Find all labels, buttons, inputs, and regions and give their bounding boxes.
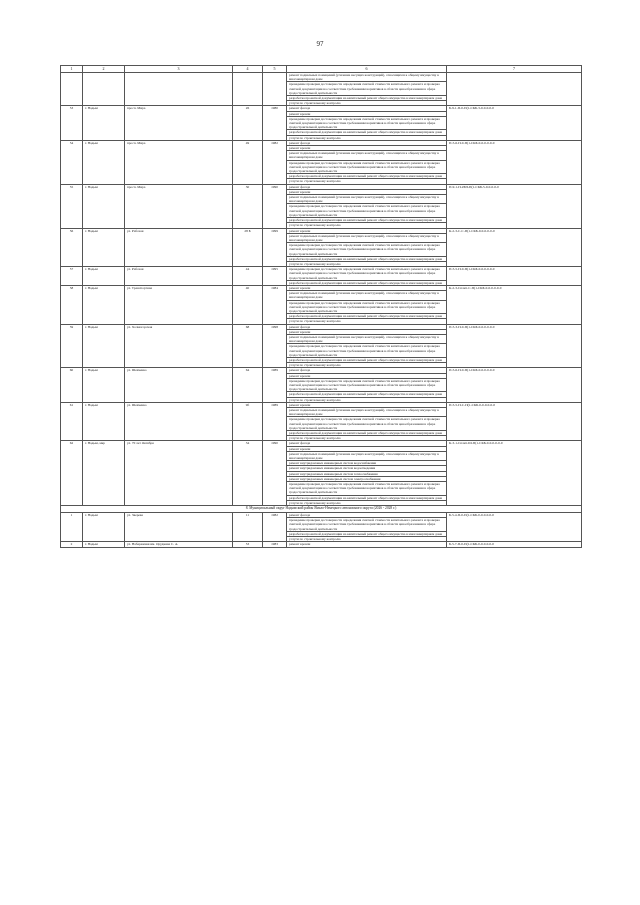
cell-street: ул. Набережная им. Оруджева С. А.: [125, 542, 233, 547]
cell-code: Б-9-1-П-0-П(1-СКБ-3-0-0-0-0-0: [447, 106, 582, 140]
cell-work: ремонт кровли: [287, 228, 447, 233]
cell-work: ремонт кровли: [287, 285, 447, 290]
cell-year: 1989: [263, 368, 287, 402]
section-row: [61, 506, 582, 513]
cell-code: П-9-1-П-2БП-П(1-СКБ-5-0-0-0-0-0: [447, 184, 582, 228]
cell-work: проведение проверки достоверности определения сметной стоимости капитального ремонта и проверка сметной документации на соответствие требованиям нормативов в области ценообразования в сфере градостроительной деятельности: [287, 160, 447, 174]
cell-work: проведение проверки достоверности определения сметной стоимости капитального ремонта и проверка сметной документации на соответствие требованиям нормативов в области ценообразования в сфере градостроительной деятельности: [287, 116, 447, 130]
cell-house: 9б: [233, 402, 263, 441]
cell-num: 62: [61, 441, 83, 506]
cell-code: П-5-6-П-0-П(1-СКБ-0-0-0-0-0-0: [447, 368, 582, 402]
cell-work: ремонт кровли: [287, 189, 447, 194]
cell-year: 1990: [263, 441, 287, 506]
cell-work: ремонт фасада: [287, 513, 447, 518]
cell-city: [83, 73, 125, 106]
cell-work: разработка проектной документации на капитальный ремонт общего имущества в многоквартирном доме: [287, 256, 447, 261]
cell-work: разработка проектной документации на капитальный ремонт общего имущества в многоквартирном доме: [287, 280, 447, 285]
cell-street: ул. Рабочая: [125, 228, 233, 267]
cell-work: разработка проектной документации на капитальный ремонт общего имущества в многоквартирном доме: [287, 130, 447, 135]
cell-work: проведение проверки достоверности определения сметной стоимости капитального ремонта и проверка сметной документации на соответствие требованиям нормативов в области ценообразования в сфере градостроительной деятельности: [287, 267, 447, 281]
cell-code: П-5-5-П-0-П(1-СКБ-0-0-0-0-0-0: [447, 267, 582, 286]
cell-work: ремонт подвальных помещений (усиление несущих конструкций), относящихся к общему имуществу в многоквартирном доме: [287, 195, 447, 204]
cell-city: г. Надым: [83, 402, 125, 441]
section-title: 8. Муниципальный округ Надымский район Ямало-Ненецкого автономного округа (2026 - 2028 г.): [61, 506, 582, 513]
cell-work: ремонт внутридомовых инженерных систем электроснабжения: [287, 476, 447, 481]
cell-work: ремонт фасада: [287, 324, 447, 329]
cell-work: услуги по строительному контролю: [287, 537, 447, 542]
cell-city: г. Надым: [83, 267, 125, 286]
cell-work: ремонт кровли: [287, 329, 447, 334]
cell-year: 1984: [263, 285, 287, 324]
cell-num: 56: [61, 228, 83, 267]
cell-work: ремонт фасада: [287, 140, 447, 145]
cell-work: разработка проектной документации на капитальный ремонт общего имущества в многоквартирном доме: [287, 174, 447, 179]
cell-house: 53: [233, 542, 263, 547]
cell-num: 1: [61, 513, 83, 542]
cell-work: услуги по строительному контролю: [287, 135, 447, 140]
cell-year: 1982: [263, 513, 287, 542]
cell-house: 64: [233, 368, 263, 402]
cell-house: 30: [233, 184, 263, 228]
cell-code: [447, 73, 582, 106]
cell-work: ремонт фасада: [287, 184, 447, 189]
cell-work: ремонт кровли: [287, 542, 447, 547]
cell-work: проведение проверки достоверности определения сметной стоимости капитального ремонта и проверка сметной документации на соответствие требованиям нормативов в области ценообразования в сфере градостроительной деятельности: [287, 482, 447, 496]
cell-year: 1983: [263, 542, 287, 547]
cell-street: [125, 73, 233, 106]
cell-work: ремонт фасада: [287, 106, 447, 111]
cell-num: 61: [61, 402, 83, 441]
cell-work: ремонт кровли: [287, 146, 447, 151]
cell-code: К-2-3-Сплит-С-П(1-СКБ-0-0-0-0-0-0: [447, 285, 582, 324]
cell-year: 1989: [263, 402, 287, 441]
table-row: [61, 73, 582, 82]
cell-city: г. Надым: [83, 106, 125, 140]
cell-year: 1980: [263, 106, 287, 140]
cell-code: Б-5-4-П-0-П(1-СКБ-0-0-0-0-0-0: [447, 513, 582, 542]
cell-num: 53: [61, 106, 83, 140]
cell-street: ул. Транспортная: [125, 285, 233, 324]
cell-house: 49: [233, 140, 263, 184]
cell-work: проведение проверки достоверности определения сметной стоимости капитального ремонта и проверка сметной документации на соответствие требованиям нормативов в области ценообразования в сфере градостроительной деятельности: [287, 300, 447, 314]
cell-street: ул. Холмогорская: [125, 324, 233, 368]
header-cell: 6: [287, 66, 447, 73]
cell-work: ремонт внутридомовых инженерных систем водоотведения: [287, 466, 447, 471]
cell-house: 34: [233, 441, 263, 506]
cell-house: 44: [233, 267, 263, 286]
repair-table: [60, 65, 582, 548]
cell-work: ремонт кровли: [287, 111, 447, 116]
cell-work: услуги по строительному контролю: [287, 319, 447, 324]
cell-work: проведение проверки достоверности определения сметной стоимости капитального ремонта и проверка сметной документации на соответствие требованиям нормативов в области ценообразования в сфере градостроительной деятельности: [287, 204, 447, 218]
cell-num: 58: [61, 285, 83, 324]
cell-work: разработка проектной документации на капитальный ремонт общего имущества в многоквартирном доме: [287, 431, 447, 436]
cell-street: ул. 70 лет Октября: [125, 441, 233, 506]
cell-work: проведение проверки достоверности определения сметной стоимости капитального ремонта и проверка сметной документации на соответствие требованиям нормативов в области ценообразования в сфере градостроительной деятельности: [287, 344, 447, 358]
cell-work: ремонт кровли: [287, 402, 447, 407]
cell-street: просп. Мира: [125, 140, 233, 184]
cell-work: ремонт фасада: [287, 441, 447, 446]
cell-year: 1995: [263, 267, 287, 286]
page-number: 97: [316, 40, 324, 48]
cell-code: П-5-6-П-0-П(1-СКБ-0-0-0-0-0-0: [447, 140, 582, 184]
cell-work: ремонт подвальных помещений (усиление несущих конструкций), относящихся к общему имуществу в многоквартирном доме: [287, 334, 447, 343]
cell-year: 1982: [263, 140, 287, 184]
cell-work: ремонт кровли: [287, 446, 447, 451]
cell-work: проведение проверки достоверности определения сметной стоимости капитального ремонта и проверка сметной документации на соответствие требованиям нормативов в области ценообразования в сфере градостроительной деятельности: [287, 82, 447, 96]
cell-city: г. Надым: [83, 368, 125, 402]
cell-city: г. Надым: [83, 513, 125, 542]
cell-work: услуги по строительному контролю: [287, 500, 447, 505]
cell-work: ремонт подвальных помещений (усиление несущих конструкций), относящихся к общему имуществу в многоквартирном доме: [287, 291, 447, 300]
cell-num: 59: [61, 324, 83, 368]
cell-work: ремонт подвальных помещений (усиление несущих конструкций), относящихся к общему имуществу в многоквартирном доме: [287, 233, 447, 242]
cell-num: 55: [61, 184, 83, 228]
cell-work: разработка проектной документации на капитальный ремонт общего имущества в многоквартирном доме: [287, 314, 447, 319]
cell-year: 1990: [263, 184, 287, 228]
cell-work: разработка проектной документации на капитальный ремонт общего имущества в многоквартирном доме: [287, 357, 447, 362]
cell-code: Б-5-7-П-0-П(1-СКБ-0-0-0-0-0-0: [447, 542, 582, 547]
cell-house: 28 Б: [233, 228, 263, 267]
cell-code: К-2-3-С-С-П(1-СКБ-0-0-0-0-0-0: [447, 228, 582, 267]
header-cell: 7: [447, 66, 582, 73]
cell-street: просп. Мира: [125, 184, 233, 228]
cell-work: разработка проектной документации на капитальный ремонт общего имущества в многоквартирном доме: [287, 218, 447, 223]
cell-work: услуги по строительному контролю: [287, 436, 447, 441]
cell-work: услуги по строительному контролю: [287, 179, 447, 184]
cell-num: 2: [61, 542, 83, 547]
cell-city: г. Надым: [83, 184, 125, 228]
cell-house: 11: [233, 513, 263, 542]
cell-work: разработка проектной документации на капитальный ремонт общего имущества в многоквартирном доме: [287, 495, 447, 500]
cell-house: 26: [233, 106, 263, 140]
cell-num: 57: [61, 267, 83, 286]
header-cell: 1: [61, 66, 83, 73]
cell-work: ремонт подвальных помещений (усиление несущих конструкций), относящихся к общему имуществу в многоквартирном доме: [287, 73, 447, 82]
cell-work: проведение проверки достоверности определения сметной стоимости капитального ремонта и проверка сметной документации на соответствие требованиям нормативов в области ценообразования в сфере градостроительной деятельности: [287, 417, 447, 431]
table-row: [61, 542, 582, 547]
cell-city: г. Надым: [83, 228, 125, 267]
cell-city: г. Надым: [83, 324, 125, 368]
cell-city: г. Надым: [83, 542, 125, 547]
cell-house: 68: [233, 324, 263, 368]
cell-house: 40: [233, 285, 263, 324]
cell-year: [263, 73, 287, 106]
cell-work: ремонт внутридомовых инженерных систем теплоснабжения: [287, 471, 447, 476]
cell-work: ремонт подвальных помещений (усиление несущих конструкций), относящихся к общему имуществу в многоквартирном доме: [287, 408, 447, 417]
cell-code: П-5-5-П-С-П(1-СКБ-0-0-0-0-0-0: [447, 402, 582, 441]
cell-year: 1998: [263, 324, 287, 368]
cell-street: просп. Мира: [125, 106, 233, 140]
header-cell: 2: [83, 66, 125, 73]
cell-city: г. Надым: [83, 285, 125, 324]
cell-code: П-5-3-П-0-П(1-СКБ-0-0-0-0-0-0: [447, 324, 582, 368]
header-cell: 5: [263, 66, 287, 73]
cell-work: проведение проверки достоверности определения сметной стоимости капитального ремонта и проверка сметной документации на соответствие требованиям нормативов в области ценообразования в сфере градостроительной деятельности: [287, 378, 447, 392]
cell-work: ремонт внутридомовых инженерных систем водоснабжения: [287, 461, 447, 466]
cell-work: услуги по строительному контролю: [287, 397, 447, 402]
cell-num: 60: [61, 368, 83, 402]
cell-code: К-3-1-Сплит-Ш-П(1-СКБ-0-0-0-0-0-0: [447, 441, 582, 506]
cell-street: ул. Шевченко: [125, 402, 233, 441]
cell-street: ул. Рабочая: [125, 267, 233, 286]
cell-work: ремонт подвальных помещений (усиление несущих конструкций), относящихся к общему имуществу в многоквартирном доме: [287, 151, 447, 160]
cell-city: г. Надым: [83, 140, 125, 184]
cell-work: услуги по строительному контролю: [287, 101, 447, 106]
cell-work: услуги по строительному контролю: [287, 223, 447, 228]
cell-work: проведение проверки достоверности определения сметной стоимости капитального ремонта и проверка сметной документации на соответствие требованиям нормативов в области ценообразования в сфере градостроительной деятельности: [287, 518, 447, 532]
cell-street: ул. Зверева: [125, 513, 233, 542]
cell-work: разработка проектной документации на капитальный ремонт общего имущества в многоквартирном доме: [287, 392, 447, 397]
cell-year: 1999: [263, 228, 287, 267]
header-cell: 3: [125, 66, 233, 73]
cell-work: ремонт подвальных помещений (усиление несущих конструкций), относящихся к общему имуществу в многоквартирном доме: [287, 451, 447, 460]
cell-work: ремонт кровли: [287, 373, 447, 378]
cell-num: [61, 73, 83, 106]
cell-work: проведение проверки достоверности определения сметной стоимости капитального ремонта и проверка сметной документации на соответствие требованиям нормативов в области ценообразования в сфере градостроительной деятельности: [287, 243, 447, 257]
cell-work: услуги по строительному контролю: [287, 261, 447, 266]
cell-work: услуги по строительному контролю: [287, 363, 447, 368]
cell-street: ул. Шевченко: [125, 368, 233, 402]
cell-work: разработка проектной документации на капитальный ремонт общего имущества в многоквартирном доме: [287, 531, 447, 536]
table-row: [61, 267, 582, 281]
cell-city: г. Надым, мкр: [83, 441, 125, 506]
cell-work: ремонт фасада: [287, 368, 447, 373]
cell-num: 54: [61, 140, 83, 184]
header-row: [61, 66, 582, 73]
cell-house: [233, 73, 263, 106]
cell-work: разработка проектной документации на капитальный ремонт общего имущества в многоквартирном доме: [287, 96, 447, 101]
header-cell: 4: [233, 66, 263, 73]
